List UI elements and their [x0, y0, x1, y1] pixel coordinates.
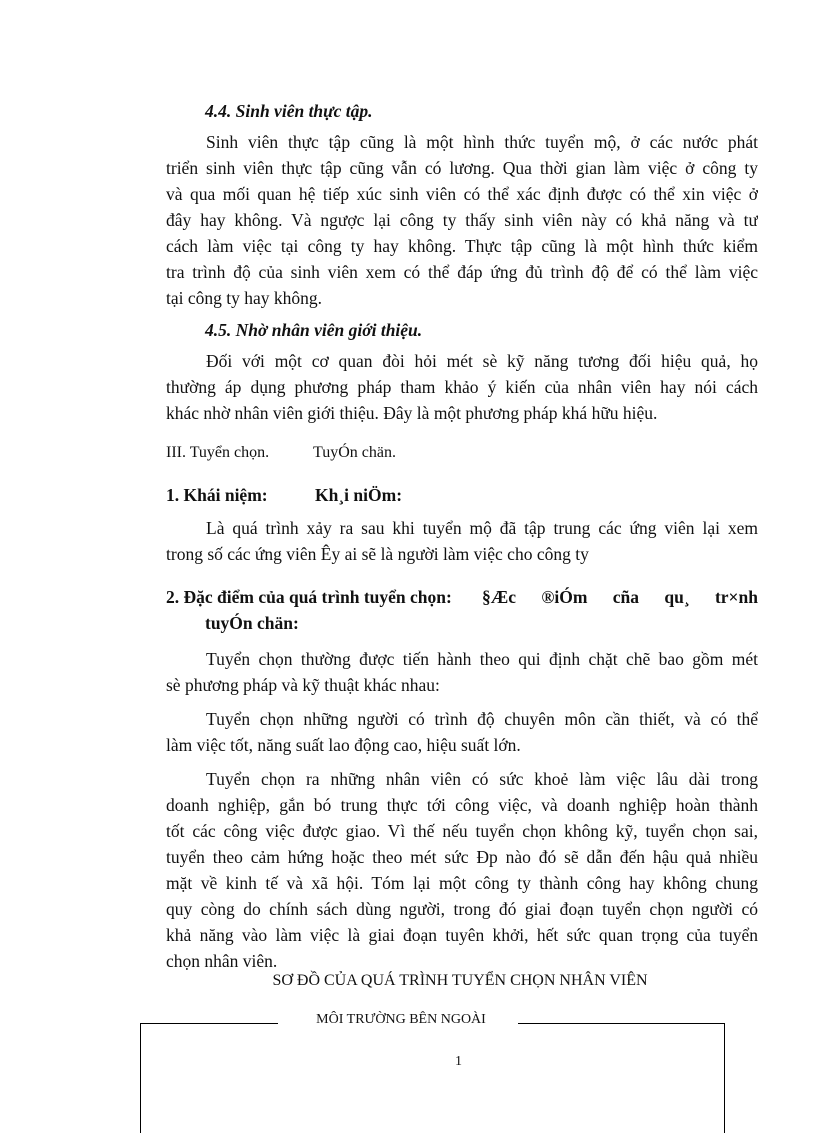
paragraph-line: làm việc tốt, năng suất lao động cao, hiệu suất lớn. [166, 735, 521, 755]
paragraph-line: tra trình độ của sinh viên xem có thể đáp ứng đủ trình độ để có thể làm việc [166, 262, 758, 282]
paragraph-line: Là quá trình xảy ra sau khi tuyển mộ đã tập trung các ứng viên lại xem [206, 518, 758, 538]
paragraph-line: thường áp dụng phương pháp tham khảo ý kiến của nhân viên hay nói cách [166, 377, 758, 397]
section-1-heading-alt: Kh¸i niÖm: [315, 485, 403, 505]
section-1-heading: 1. Khái niệm: [166, 485, 268, 505]
diagram-step-number: 1 [455, 1054, 462, 1069]
paragraph-line: tuyển theo cảm hứng hoặc theo mét sức Ðp nào đó sẽ dẫn đến hậu quả nhiều [166, 847, 758, 867]
section-2-paragraph-2 [166, 706, 758, 758]
paragraph-line: cách làm việc tại công ty hay không. Thực tập cũng là một hình thức kiểm [166, 236, 758, 256]
paragraph-line: Đối với một cơ quan đòi hỏi mét sè kỹ năng tương đối hiệu quả, họ [206, 351, 758, 371]
diagram-frame [140, 1023, 725, 1133]
section-1-paragraph [166, 515, 758, 567]
paragraph-line: và qua mối quan hệ tiếp xúc sinh viên có thể xác định được có thể xin việc ở [166, 184, 758, 204]
section-iii-heading: III. Tuyển chọn. [166, 444, 270, 461]
section-2-paragraph-3 [166, 766, 758, 974]
paragraph-line: khác nhờ nhân viên giới thiệu. Đây là một phương pháp khá hữu hiệu. [166, 403, 658, 423]
paragraph-line: Tuyển chọn thường được tiến hành theo qui định chặt chẽ bao gồm mét [206, 649, 758, 669]
section-4-4-paragraph [166, 129, 758, 311]
paragraph-line: quy còng do chính sách dùng người, trong đó giai đoạn tuyển chọn người có [166, 899, 758, 919]
paragraph-line: mặt về kinh tế và xã hội. Tóm lại một công ty thành công hay không chung [166, 873, 758, 893]
section-2-paragraph-1 [166, 646, 758, 698]
paragraph-line: sè phương pháp và kỹ thuật khác nhau: [166, 675, 440, 695]
section-2-heading-alt: §Æc ®iÓm cña qu¸ tr×nh [482, 587, 758, 607]
paragraph-line: tốt các công việc được giao. Vì thế nếu tuyển chọn không kỹ, tuyển chọn sai, [166, 821, 758, 841]
paragraph-line: Sinh viên thực tập cũng là một hình thức tuyển mộ, ở các nước phát [206, 132, 758, 152]
paragraph-line: tại công ty hay không. [166, 288, 323, 308]
section-iii-heading-alt: TuyÓn chän. [313, 444, 396, 461]
section-4-5-heading: 4.5. Nhờ nhân viên giới thiệu. [205, 320, 423, 340]
section-2-heading: 2. Đặc điểm của quá trình tuyển chọn: [166, 587, 452, 607]
paragraph-line: chọn nhân viên. [166, 951, 278, 971]
paragraph-line: khả năng vào làm việc là giai đoạn tuyên khởi, hết sức quan trọng của tuyển [166, 925, 758, 945]
paragraph-line: triển sinh viên thực tập cũng vẫn có lương. Qua thời gian làm việc ở công ty [166, 158, 758, 178]
paragraph-line: Tuyển chọn ra những nhân viên có sức khoẻ làm việc lâu dài trong [206, 769, 758, 789]
section-4-5-paragraph [166, 348, 758, 426]
diagram-frame-top-right [518, 1023, 724, 1024]
paragraph-line: doanh nghiệp, gắn bó trung thực tới công việc, và doanh nghiệp hoàn thành [166, 795, 758, 815]
diagram-title: SƠ ĐỒ CỦA QUÁ TRÌNH TUYỂN CHỌN NHÂN VIÊN [272, 972, 648, 989]
paragraph-line: trong số các ứng viên Êy ai sẽ là người làm việc cho công ty [166, 544, 589, 564]
diagram-outer-label: MÔI TRƯỜNG BÊN NGOÀI [316, 1012, 486, 1027]
paragraph-line: đây hay không. Và ngược lại công ty thấy sinh viên này có khả năng và tư [166, 210, 758, 230]
paragraph-line: Tuyển chọn những người có trình độ chuyên môn cần thiết, và có thể [206, 709, 758, 729]
section-4-4-heading: 4.4. Sinh viên thực tập. [205, 101, 373, 121]
diagram-frame-top-left [140, 1023, 278, 1024]
section-2-heading-alt-cont: tuyÓn chän: [205, 613, 299, 633]
